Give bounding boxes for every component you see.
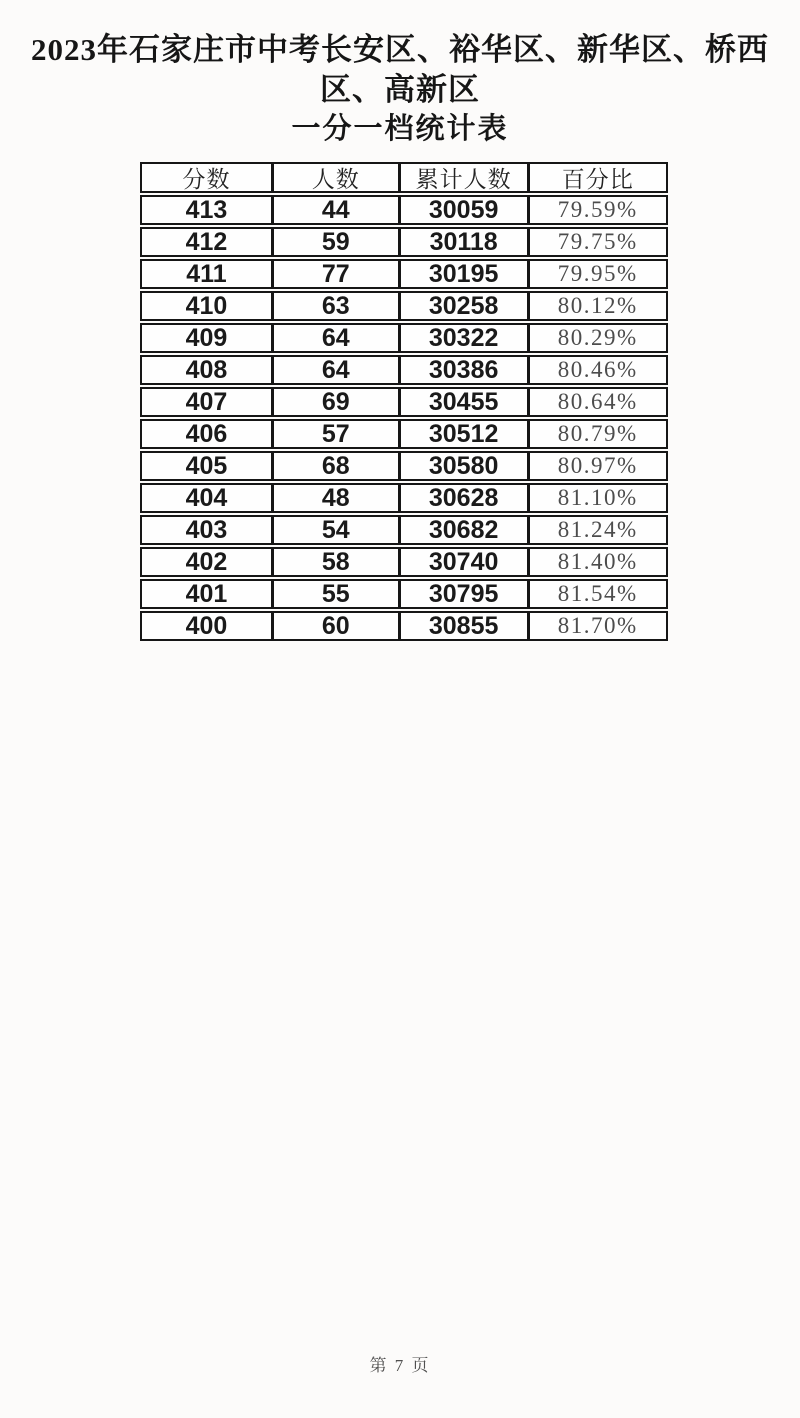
percent-cell: 81.70% [527, 613, 666, 639]
table-row [140, 195, 668, 225]
title-line-2: 一分一档统计表 [291, 113, 509, 145]
percent-cell: 80.79% [527, 421, 666, 447]
percent-cell: 80.46% [527, 357, 666, 383]
cumulative-cell: 30682 [398, 517, 527, 543]
cumulative-cell: 30455 [398, 389, 527, 415]
percent-cell: 81.54% [527, 581, 666, 607]
count-cell: 59 [271, 229, 398, 255]
percent-cell: 81.24% [527, 517, 666, 543]
header-score: 分数 [182, 166, 231, 191]
percent-cell: 79.59% [527, 197, 666, 223]
table-row [140, 611, 668, 641]
count-cell: 69 [271, 389, 398, 415]
count-cell: 57 [271, 421, 398, 447]
table-row [140, 483, 668, 513]
table-row [140, 547, 668, 577]
percent-cell: 80.12% [527, 293, 666, 319]
score-cell: 408 [185, 357, 228, 383]
score-cell: 406 [185, 421, 228, 447]
header-cumulative: 累计人数 [398, 164, 527, 191]
score-cell: 413 [185, 197, 228, 223]
percent-cell: 80.64% [527, 389, 666, 415]
header-percent: 百分比 [527, 164, 666, 191]
table-row [140, 323, 668, 353]
score-cell: 412 [185, 229, 228, 255]
cumulative-cell: 30512 [398, 421, 527, 447]
table-row [140, 419, 668, 449]
score-cell: 405 [185, 453, 228, 479]
count-cell: 58 [271, 549, 398, 575]
count-cell: 60 [271, 613, 398, 639]
count-cell: 48 [271, 485, 398, 511]
table-row [140, 451, 668, 481]
percent-cell: 81.40% [527, 549, 666, 575]
percent-cell: 80.97% [527, 453, 666, 479]
score-cell: 411 [186, 261, 227, 287]
table-header-row [140, 162, 668, 193]
score-distribution-table [140, 162, 668, 641]
table-row [140, 291, 668, 321]
count-cell: 68 [271, 453, 398, 479]
count-cell: 44 [271, 197, 398, 223]
table-row [140, 259, 668, 289]
score-cell: 409 [185, 325, 228, 351]
score-cell: 403 [185, 517, 228, 543]
cumulative-cell: 30258 [398, 293, 527, 319]
table-row [140, 515, 668, 545]
table-row [140, 227, 668, 257]
cumulative-cell: 30580 [398, 453, 527, 479]
cumulative-cell: 30386 [398, 357, 527, 383]
count-cell: 64 [271, 325, 398, 351]
cumulative-cell: 30628 [398, 485, 527, 511]
table-body [140, 195, 668, 641]
score-cell: 400 [185, 613, 228, 639]
score-cell: 402 [185, 549, 228, 575]
percent-cell: 81.10% [527, 485, 666, 511]
cumulative-cell: 30118 [398, 229, 527, 255]
count-cell: 77 [271, 261, 398, 287]
table-row [140, 355, 668, 385]
cumulative-cell: 30855 [398, 613, 527, 639]
page-number: 第 7 页 [369, 1356, 431, 1375]
table-row [140, 387, 668, 417]
cumulative-cell: 30059 [398, 197, 527, 223]
count-cell: 63 [271, 293, 398, 319]
cumulative-cell: 30740 [398, 549, 527, 575]
cumulative-cell: 30322 [398, 325, 527, 351]
count-cell: 54 [271, 517, 398, 543]
score-cell: 401 [185, 581, 228, 607]
score-cell: 407 [185, 389, 228, 415]
score-cell: 410 [185, 293, 228, 319]
cumulative-cell: 30795 [398, 581, 527, 607]
count-cell: 64 [271, 357, 398, 383]
title-line-1: 2023年石家庄市中考长安区、裕华区、新华区、桥西区、高新区 [31, 32, 769, 107]
table-row [140, 579, 668, 609]
cumulative-cell: 30195 [398, 261, 527, 287]
document-title [0, 0, 800, 148]
count-cell: 55 [271, 581, 398, 607]
score-cell: 404 [185, 485, 228, 511]
percent-cell: 80.29% [527, 325, 666, 351]
percent-cell: 79.95% [527, 261, 666, 287]
percent-cell: 79.75% [527, 229, 666, 255]
header-count: 人数 [271, 164, 398, 191]
